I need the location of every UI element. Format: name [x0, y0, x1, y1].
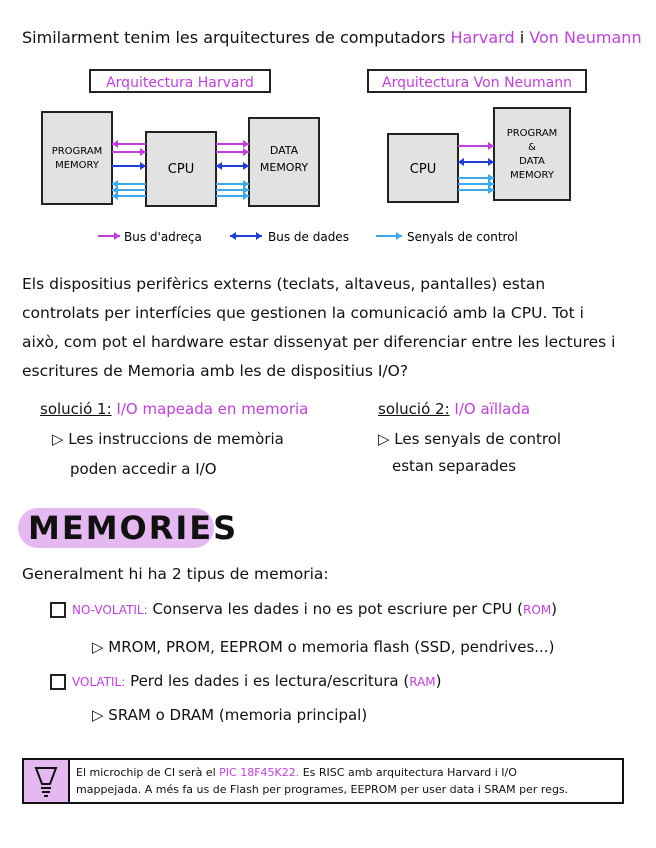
paragraph-line: Els dispositius perifèrics externs (teclats, altaveus, pantalles) estan [22, 275, 546, 293]
paren-open: ( [403, 672, 410, 690]
paren-close: ) [435, 672, 442, 690]
volatile-name: VOLATIL: [72, 675, 126, 689]
program-memory-label-2: MEMORY [55, 160, 99, 171]
vn-memory-label-3: DATA [519, 156, 545, 167]
vn-cpu-label: CPU [409, 162, 437, 177]
harvard-right-buses [216, 140, 249, 200]
solution-2 [378, 400, 561, 478]
harvard-title: Arquitectura Harvard [106, 75, 254, 91]
solution-1-line: ▷ Les instruccions de memòria [52, 430, 284, 448]
vn-memory-label-4: MEMORY [510, 170, 554, 181]
paragraph-line: això, com pot el hardware estar dissenyat per diferenciar entre les lectures i [22, 333, 616, 351]
vonneumann-title: Arquitectura Von Neumann [382, 75, 572, 91]
peripherals-paragraph [22, 270, 615, 386]
legend-control: Senyals de control [407, 230, 518, 244]
chip-name: PIC 18F45K22. [219, 766, 300, 779]
vn-memory-box [494, 108, 570, 200]
non-volatile-desc: Conserva les dades i no es pot escriure per CPU [152, 600, 513, 618]
note-line-1-start: El microchip de CI serà el [76, 766, 216, 779]
vn-memory-label-2: & [528, 142, 536, 153]
note-line-1 [76, 764, 568, 781]
volatile-checkbox[interactable] [50, 674, 66, 690]
program-memory-box [42, 112, 112, 204]
solution-1-line: poden accedir a I/O [70, 460, 217, 478]
note-line-1-end: Es RISC amb arquitectura Harvard i I/O [302, 766, 517, 779]
solution-1-title [40, 400, 308, 418]
solution-1-body [52, 424, 308, 484]
non-volatile-item [72, 600, 557, 618]
solution-2-name: I/O aïllada [454, 400, 531, 418]
note-box [22, 758, 624, 804]
volatile-desc: Perd les dades i es lectura/escritura [130, 672, 399, 690]
data-memory-label-1: DATA [269, 144, 299, 157]
harvard-left-buses [112, 140, 146, 200]
paragraph-line: controlats per interfícies que gestionen la comunicació amb la CPU. Tot i [22, 304, 584, 322]
solution-2-line: ▷ Les senyals de control [378, 430, 562, 448]
harvard-cpu-label: CPU [167, 162, 195, 177]
solution-1-label: solució 1: [40, 400, 112, 418]
memories-heading: MEMORIES [18, 508, 214, 548]
rom-tag: ROM [523, 603, 552, 617]
paren-close: ) [551, 600, 558, 618]
non-volatile-sub: ▷ MROM, PROM, EEPROM o memoria flash (SSD, pendrives...) [92, 638, 555, 656]
intro-line [22, 28, 642, 47]
vn-memory-label-1: PROGRAM [506, 128, 558, 139]
paren-open: ( [517, 600, 524, 618]
vn-buses [458, 142, 494, 194]
note-text [76, 764, 568, 798]
legend [98, 230, 518, 244]
architecture-diagram [0, 60, 656, 250]
vonneumann-term: Von Neumann [529, 28, 642, 47]
non-volatile-checkbox[interactable] [50, 602, 66, 618]
volatile-item [72, 672, 442, 690]
lightbulb-icon [24, 760, 70, 802]
solution-2-title [378, 400, 561, 418]
solution-2-line: estan separades [392, 457, 517, 475]
non-volatile-name: NO-VOLATIL: [72, 603, 148, 617]
program-memory-label-1: PROGRAM [51, 146, 103, 157]
solution-2-body [378, 424, 561, 478]
solution-1 [40, 400, 308, 484]
intro-conj: i [519, 28, 525, 47]
solution-1-name: I/O mapeada en memoria [116, 400, 309, 418]
paragraph-line: escritures de Memoria amb les de dispositius I/O? [22, 362, 409, 380]
legend-data: Bus de dades [268, 230, 349, 244]
volatile-sub: ▷ SRAM o DRAM (memoria principal) [92, 706, 368, 724]
intro-text: Similarment tenim les arquitectures de computadors [22, 28, 446, 47]
solution-2-label: solució 2: [378, 400, 450, 418]
harvard-term: Harvard [450, 28, 515, 47]
note-line-2: mappejada. A més fa us de Flash per programes, EEPROM per user data i SRAM per regs. [76, 783, 569, 796]
legend-address: Bus d'adreça [124, 230, 202, 244]
data-memory-label-2: MEMORY [259, 161, 309, 174]
ram-tag: RAM [409, 675, 436, 689]
general-line: Generalment hi ha 2 tipus de memoria: [22, 565, 329, 583]
